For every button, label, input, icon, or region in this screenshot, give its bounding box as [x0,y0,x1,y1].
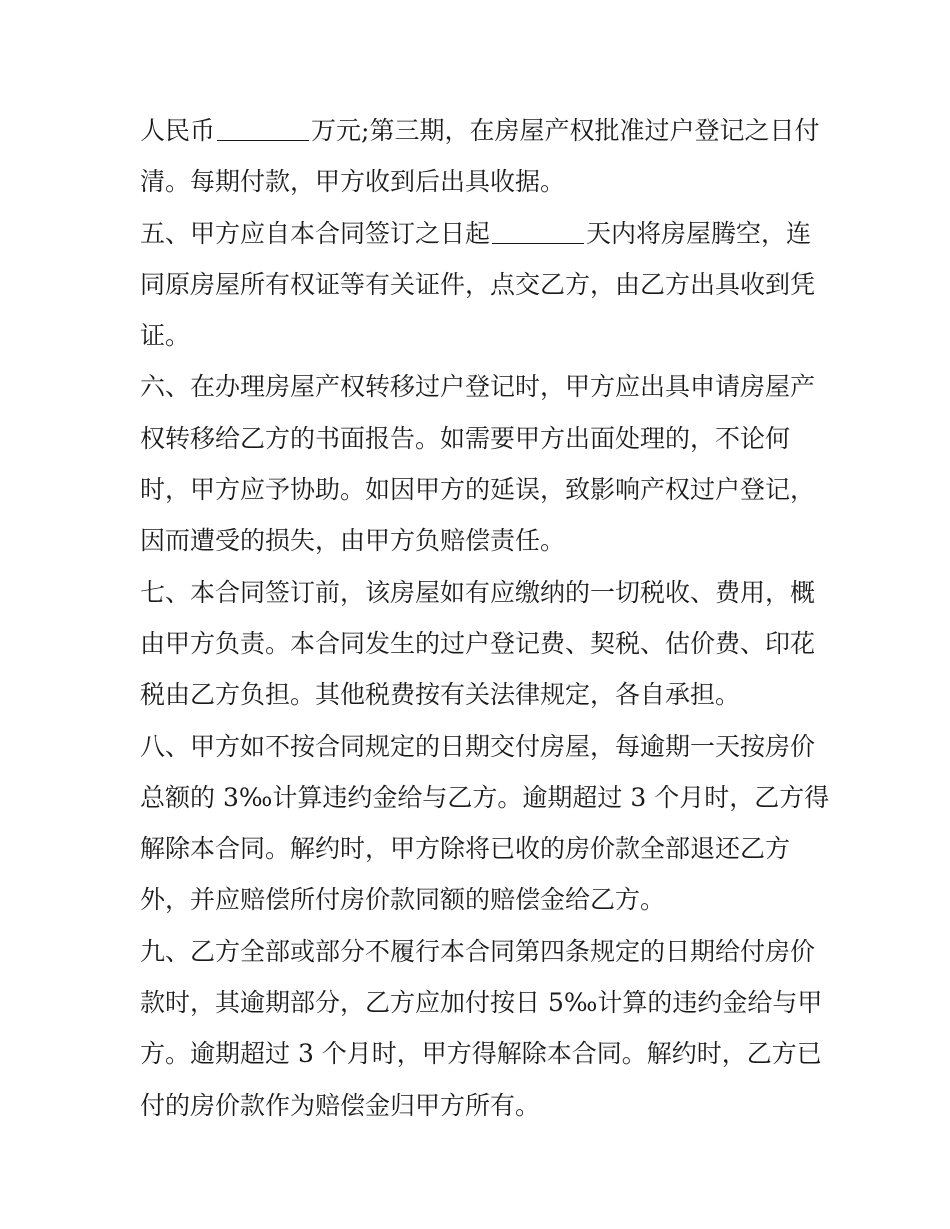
text-line: 方。逾期超过 3 个月时，甲方得解除本合同。解约时，乙方已 [140,1039,822,1069]
text-line [140,105,820,156]
text-line: 付的房价款作为赔偿金归甲方所有。 [140,1090,541,1120]
text-line: 六、在办理房屋产权转移过户登记时，甲方应出具申请房屋产 [140,372,816,402]
text-line: 税由乙方负担。其他税费按有关法律规定，各自承担。 [140,680,741,710]
text-line: 九、乙方全部或部分不履行本合同第四条规定的日期给付房价 [140,936,816,966]
text-line: 时，甲方应予协助。如因甲方的延误，致影响产权过户登记， [140,475,816,505]
text-line: 因而遭受的损失，由甲方负赔偿责任。 [140,526,566,556]
text-line: 外，并应赔偿所付房价款同额的赔偿金给乙方。 [140,885,666,915]
text-line: 解除本合同。解约时，甲方除将已收的房价款全部退还乙方 [140,834,791,864]
fill-in-blank [217,116,309,141]
line-text: 万元;第三期，在房屋产权批准过户登记之日付 [311,116,820,145]
line-text: 天内将房屋腾空，连 [586,218,812,248]
text-line: 总额的 3‰计算违约金给与乙方。逾期超过 3 个月时，乙方得 [140,782,830,812]
text-line: 由甲方负责。本合同发生的过户登记费、契税、估价费、印花 [140,628,816,658]
line-text: 五、甲方应自本合同签订之日起 [140,218,491,248]
line-text: 人民币 [140,116,216,145]
contract-text [140,105,830,1131]
text-line: 证。 [140,321,191,351]
text-line: 权转移给乙方的书面报告。如需要甲方出面处理的，不论何 [140,423,791,453]
text-line: 款时，其逾期部分，乙方应加付按日 5‰计算的违约金给与甲 [140,988,823,1018]
text-line: 七、本合同签订前，该房屋如有应缴纳的一切税收、费用，概 [140,577,816,607]
text-line [140,208,820,259]
text-line: 同原房屋所有权证等有关证件，点交乙方，由乙方出具收到凭 [140,269,816,299]
text-line: 八、甲方如不按合同规定的日期交付房屋，每逾期一天按房价 [140,731,816,761]
fill-in-blank [492,219,584,244]
text-line: 清。每期付款，甲方收到后出具收据。 [140,167,566,197]
